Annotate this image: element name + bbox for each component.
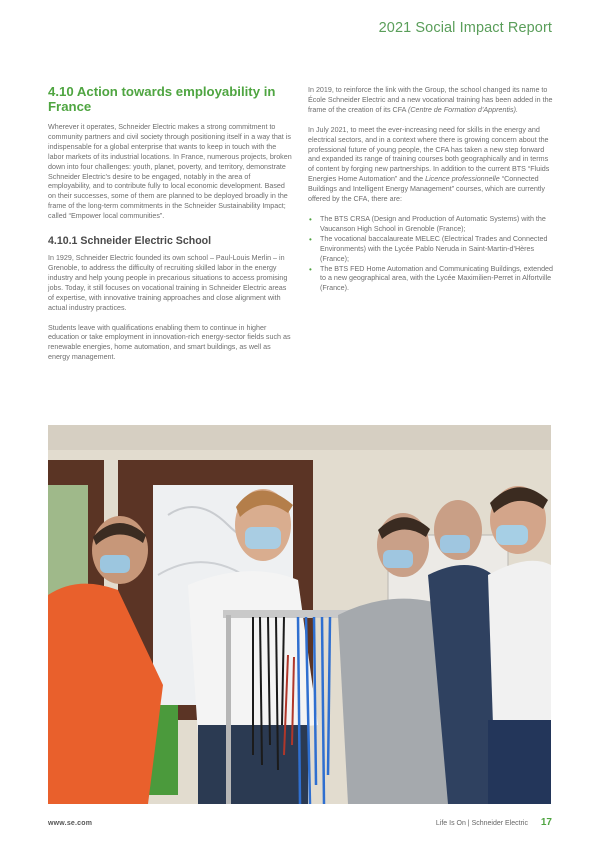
july-paragraph-italic: Licence professionnelle	[425, 175, 500, 184]
cfa-paragraph-text: In 2019, to reinforce the link with the Group, the school changed its name to École Schneider Electric and a new vocational training has been added in the frame of the creation of its CFA	[308, 86, 553, 114]
list-item: • The vocational baccalaureate MELEC (Electrical Trades and Connected Environments) with the Lycée Pablo Neruda in Saint-Martin-d’Hères (France);	[308, 235, 554, 265]
july-paragraph-text: In July 2021, to meet the ever-increasing need for skills in the energy and electrical sectors, and in a context where there is growing concern about the professional future of young people, the CFA has taken a new step forward and expanded its range of training courses both geographically and in terms of content by forging new partnerships. In addition to the current BTS “Fluids Energies Home Automation” and the	[308, 125, 550, 184]
intro-paragraph: Wherever it operates, Schneider Electric makes a strong commitment to community partners and civil society through positioning itself in a way that is indispensable for a global enterprise that wants to keep in touch with the labor markets of its industrial locations. In France, numerous projects, broken down into four challenges: youth, planet, poverty, and territory, demonstrate Schneider Electric’s desire to be engaged, notably in the area of employability, and to contribute fully to local economic development. Based on their successes, some of them are planned to be deployed broadly in the frame of the long-term commitments in the Schneider Sustainability Impact; called “Empower local communities”.	[48, 123, 292, 221]
section-title: 4.10 Action towards employability in France	[48, 84, 276, 114]
list-item: • The BTS CRSA (Design and Production of Automatic Systems) with the Vaucanson High School in Grenoble (France);	[308, 215, 554, 235]
left-column	[48, 84, 292, 373]
school-paragraph-2: Students leave with qualifications enabling them to continue in higher education or take employment in innovation-rich energy-sector fields such as renewable energies, home automation, and smart buildings, as well as energy management.	[48, 323, 291, 362]
school-paragraph-1: In 1929, Schneider Electric founded its own school – Paul-Louis Merlin – in Grenoble, to address the difficulty of recruiting skilled labor in the energy industry and help young people in precarious situations to access promising jobs. Today, it still focuses on vocational training in Schneider Electric areas of expertise, with innovative training approaches and close alignment with actual industry practices.	[48, 254, 288, 312]
cfa-paragraph-italic: (Centre de Formation d’Apprentis).	[408, 105, 518, 114]
list-item: • The BTS FED Home Automation and Communicating Buildings, extended to a new geographical area, with the Lycée Maximilien-Perret in Alfortville (France).	[308, 265, 554, 295]
july-2021-paragraph	[308, 126, 554, 205]
subsection-title: 4.10.1 Schneider Electric School	[48, 235, 212, 248]
page-number: 17	[540, 817, 552, 828]
footer-url-link[interactable]: www.se.com	[48, 820, 93, 827]
right-column	[308, 86, 554, 294]
cfa-paragraph	[308, 86, 554, 116]
footer-brand: Life Is On | Schneider Electric	[435, 820, 528, 827]
photo-illustration	[48, 425, 551, 804]
students-photo	[48, 425, 551, 804]
july-paragraph-tail: “Connected Buildings and Intelligent Energy Management” courses, which are currently offered by the CFA, there are:	[308, 175, 545, 204]
courses-list	[308, 215, 554, 294]
report-title: 2021 Social Impact Report	[378, 20, 552, 36]
